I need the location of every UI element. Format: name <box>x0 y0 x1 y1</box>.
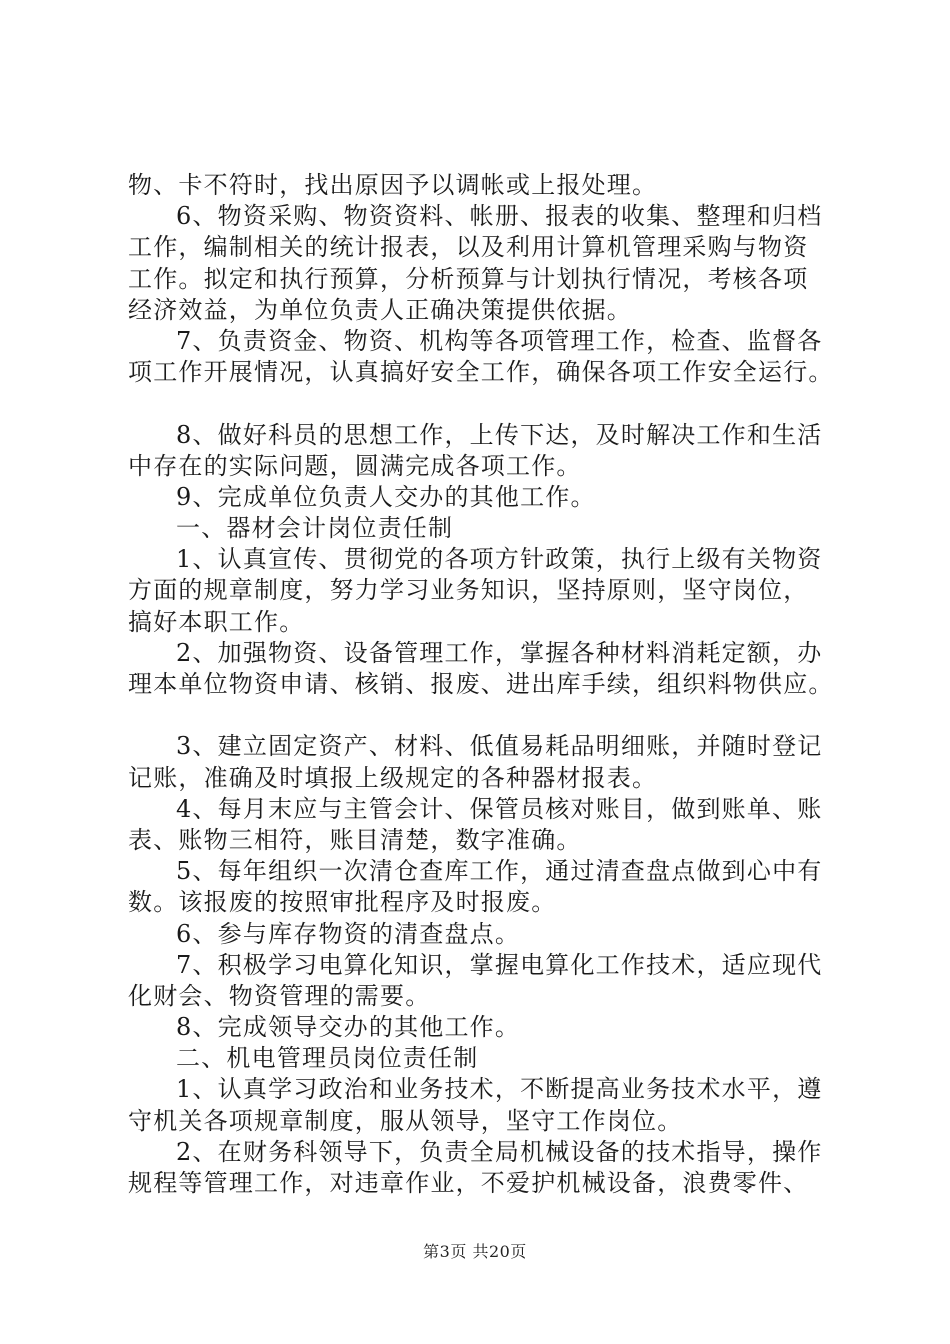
page-number-footer: 第3页 共20页 <box>423 1242 527 1261</box>
section1-item2-line-2: 理本单位物资申请、核销、报废、进出库手续，组织料物供应。 <box>128 670 834 698</box>
section2-item2-line-1: 2、在财务科领导下，负责全局机械设备的技术指导，操作 <box>176 1137 823 1166</box>
paragraph-6-line-2: 工作，编制相关的统计报表，以及利用计算机管理采购与物资 <box>128 233 809 262</box>
section-heading-1: 一、器材会计岗位责任制 <box>176 514 454 543</box>
section1-item1-line-1: 1、认真宣传、贯彻党的各项方针政策，执行上级有关物资 <box>176 545 823 574</box>
section1-item3-line-2: 记账，准确及时填报上级规定的各种器材报表。 <box>128 763 658 792</box>
paragraph-8-line-1: 8、做好科员的思想工作，上传下达，及时解决工作和生活 <box>176 420 823 449</box>
document-body <box>128 170 840 1199</box>
section1-item8: 8、完成领导交办的其他工作。 <box>176 1013 521 1042</box>
section1-item4-line-1: 4、每月末应与主管会计、保管员核对账目，做到账单、账 <box>176 794 823 823</box>
text-line: 物、卡不符时，找出原因予以调帐或上报处理。 <box>128 171 658 199</box>
paragraph-gap <box>128 700 840 731</box>
paragraph-6-line-1: 6、物资采购、物资资料、帐册、报表的收集、整理和归档 <box>176 202 823 231</box>
paragraph-9: 9、完成单位负责人交办的其他工作。 <box>176 482 596 511</box>
section1-item5-line-2: 数。该报废的按照审批程序及时报废。 <box>128 888 557 917</box>
paragraph-8-line-2: 中存在的实际问题，圆满完成各项工作。 <box>128 451 582 480</box>
paragraph-7-line-1: 7、负责资金、物资、机构等各项管理工作，检查、监督各 <box>176 326 823 355</box>
section1-item1-line-3: 搞好本职工作。 <box>128 607 305 636</box>
section1-item4-line-2: 表、账物三相符，账目清楚，数字准确。 <box>128 825 582 854</box>
paragraph-6-line-3: 工作。拟定和执行预算，分析预算与计划执行情况，考核各项 <box>128 264 809 293</box>
paragraph-gap <box>128 388 840 419</box>
section2-item1-line-2: 守机关各项规章制度，服从领导，坚守工作岗位。 <box>128 1106 683 1135</box>
section1-item1-line-2: 方面的规章制度，努力学习业务知识，坚持原则，坚守岗位， <box>128 576 809 605</box>
section2-item1-line-1: 1、认真学习政治和业务技术，不断提高业务技术水平，遵 <box>176 1075 823 1104</box>
section1-item7-line-1: 7、积极学习电算化知识，掌握电算化工作技术，适应现代 <box>176 950 823 979</box>
section-heading-2: 二、机电管理员岗位责任制 <box>176 1044 479 1073</box>
paragraph-7-line-2: 项工作开展情况，认真搞好安全工作，确保各项工作安全运行。 <box>128 358 834 387</box>
section1-item2-line-1: 2、加强物资、设备管理工作，掌握各种材料消耗定额，办 <box>176 638 823 667</box>
section1-item6: 6、参与库存物资的清查盘点。 <box>176 919 521 948</box>
section1-item5-line-1: 5、每年组织一次清仓查库工作，通过清查盘点做到心中有 <box>176 857 823 886</box>
section1-item3-line-1: 3、建立固定资产、材料、低值易耗品明细账，并随时登记 <box>176 732 823 761</box>
section1-item7-line-2: 化财会、物资管理的需要。 <box>128 981 431 1010</box>
section2-item2-line-2: 规程等管理工作，对违章作业，不爱护机械设备，浪费零件、 <box>128 1169 809 1197</box>
paragraph-6-line-4: 经济效益，为单位负责人正确决策提供依据。 <box>128 295 632 324</box>
